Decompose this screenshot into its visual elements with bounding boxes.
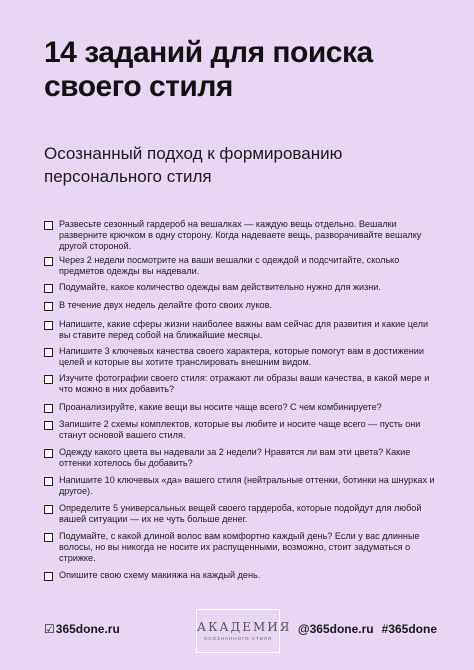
task-text: Подумайте, с какой длиной волос вам комфортно каждый день? Если у вас длинные волосы, но вы никогда не носите их распущенными, возможно, стоит задуматься о стрижке. (59, 531, 420, 563)
task-text: В течение двух недель делайте фото своих луков. (59, 300, 272, 310)
task-text: Определите 5 универсальных вещей своего гардероба, которые подойдут для любой вашей ситуации — их не чуть больше денег. (59, 503, 422, 524)
logo-sub-text: ОСОЗНАННОГО СТИЛЯ (203, 636, 273, 641)
task-item (44, 219, 439, 252)
task-text: Запишите 2 схемы комплектов, которые вы любите и носите чаще всего — пусть они станут основой вашего стиля. (59, 419, 421, 440)
task-item (44, 402, 439, 413)
checkbox[interactable] (44, 533, 53, 542)
task-item (44, 447, 439, 469)
task-item (44, 282, 439, 293)
task-text: Через 2 недели посмотрите на ваши вешалки с одеждой и подсчитайте, сколько предметов одежды вы надевали. (59, 255, 400, 276)
task-item (44, 346, 439, 368)
task-text: Напишите 10 ключевых «да» вашего стиля (нейтральные оттенки, ботинки на шнурках и другое). (59, 475, 435, 496)
checkbox[interactable] (44, 505, 53, 514)
page-title: 14 заданий для поиска своего стиля (44, 36, 373, 103)
footer-site-link[interactable] (44, 622, 120, 636)
task-text: Одежду какого цвета вы надевали за 2 недели? Нравятся ли вам эти цвета? Какие оттенки хотелось бы добавить? (59, 447, 411, 468)
task-item (44, 300, 439, 311)
task-item (44, 503, 439, 525)
page-subtitle: Осознанный подход к формированию персонального стиля (44, 144, 343, 186)
checkbox[interactable] (44, 477, 53, 486)
logo-main-text: АКАДЕМИЯ (197, 620, 292, 634)
checkbox[interactable] (44, 321, 53, 330)
checkmark-icon: ☑ (44, 622, 55, 636)
task-item (44, 255, 439, 277)
task-item (44, 570, 439, 581)
social-hashtag[interactable]: #365done (381, 622, 437, 636)
task-item (44, 475, 439, 497)
task-item (44, 419, 439, 441)
academy-logo (196, 609, 292, 653)
task-text: Опишите свою схему макияжа на каждый день. (59, 570, 261, 580)
checkbox[interactable] (44, 221, 53, 230)
task-text: Напишите, какие сферы жизни наиболее важны вам сейчас для развития и какие цели вы ставите перед собой на ближайшие месяцы. (59, 319, 429, 340)
task-text: Развесьте сезонный гардероб на вешалках — каждую вещь отдельно. Вешалки разверните крючком в одну сторону. Когда надеваете вещь, разворачивайте вешалку другой стороной. (59, 219, 422, 251)
task-text: Изучите фотографии своего стиля: отражают ли образы ваши качества, в какой мере и что можно в них добавить? (59, 373, 430, 394)
checkbox[interactable] (44, 348, 53, 357)
checkbox[interactable] (44, 257, 53, 266)
task-text: Проанализируйте, какие вещи вы носите чаще всего? С чем комбинируете? (59, 402, 382, 412)
task-list (44, 219, 439, 581)
task-text: Напишите 3 ключевых качества своего характера, которые помогут вам в достижении целей и которые вы хотите транслировать внешним видом. (59, 346, 424, 367)
task-item (44, 373, 439, 395)
checkbox[interactable] (44, 302, 53, 311)
task-item (44, 531, 439, 564)
task-item (44, 319, 439, 341)
footer-social (298, 622, 437, 636)
site-link-text: 365done.ru (55, 622, 120, 636)
social-handle[interactable]: @365done.ru (297, 622, 374, 636)
checkbox[interactable] (44, 572, 53, 581)
checkbox[interactable] (44, 375, 53, 384)
checkbox[interactable] (44, 284, 53, 293)
task-text: Подумайте, какое количество одежды вам действительно нужно для жизни. (59, 282, 381, 292)
checkbox[interactable] (44, 449, 53, 458)
checkbox[interactable] (44, 404, 53, 413)
checkbox[interactable] (44, 421, 53, 430)
